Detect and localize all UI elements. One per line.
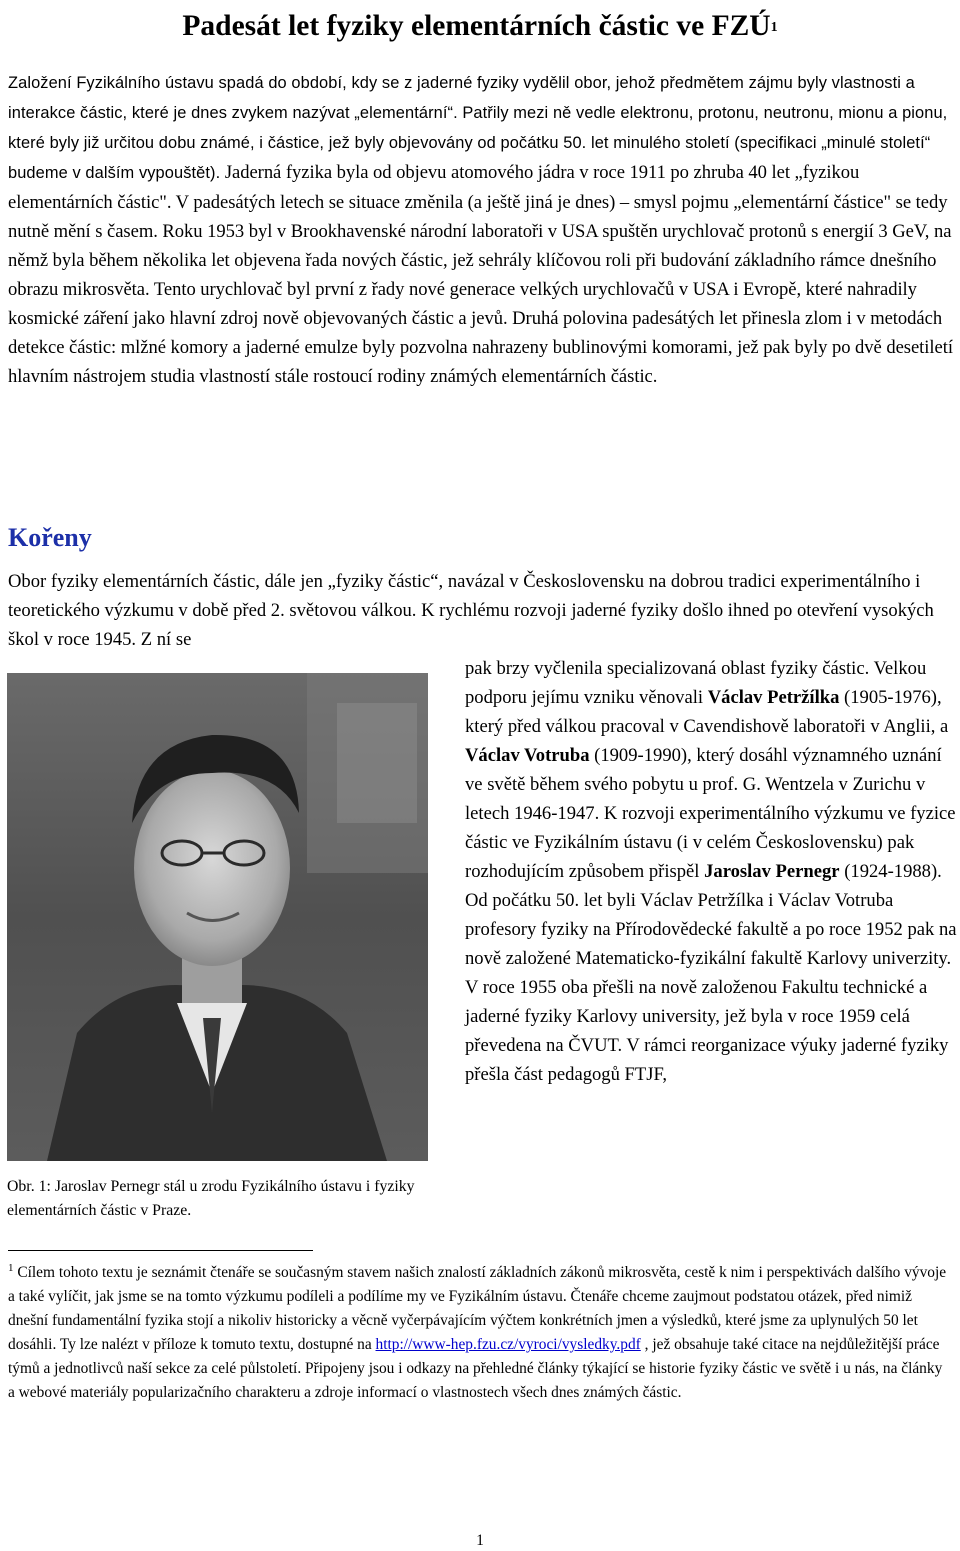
portrait-photo <box>7 673 428 1161</box>
roots-side-b: (1905-1976), který před válkou pracoval v Cavendishově laboratoři v Anglii, a <box>465 687 949 737</box>
figure-caption: Obr. 1: Jaroslav Pernegr stál u zrodu Fyzikálního ústavu i fyziky elementárních částic v Praze. <box>7 1178 415 1219</box>
roots-side-a: pak brzy vyčlenila specializovaná oblast fyziky částic. Velkou podporu jejímu vzniku věnovali <box>465 658 927 708</box>
footnote-mark: 1 <box>8 1262 14 1274</box>
person-name-3: Jaroslav Pernegr <box>704 861 840 882</box>
intro-paragraph <box>8 68 954 391</box>
intro-part-2: Jaderná fyzika byla od objevu atomového jádra v roce 1911 po zhruba 40 let „fyzikou elementárních částic". V padesátých letech se situace změnila (a ještě jiná je dnes) – smysl pojmu „elementární částice" se tedy nutně mění s časem. <box>8 162 948 242</box>
intro-part-3: Roku 1953 byl v Brookhavenské národní laboratoři v USA spuštěn urychlovač protonů s energií 3 GeV, na němž byla během několika let objevena řada nových částic, jež sehrály klíčovou roli při budování základního rámce dnešního obrazu mikrosvěta. Tento urychlovač byl první z řady nové generace velkých urychlovačů v USA i Evropě, které nahradily kosmické záření jako hlavní zdroj nově objevovaných částic a jevů. Druhá polovina padesátých let přinesla zlom i v metodách detekce částic: mlžné komory a jaderné emulze byly pozvolna nahrazeny bublinovými komorami, jež pak byly po dvě desetiletí hlavním nástrojem studia vlastností stále rostoucí rodiny známých elementárních částic. <box>8 221 953 387</box>
roots-side-c: (1909-1990), který dosáhl významného uznání ve světě během svého pobytu u prof. G. Wentzela v Zurichu v letech 1946-1947. K rozvoji experimentálního výzkumu ve fyzice částic ve Fyzikálním ústavu (i v celém Československu) pak rozhodujícím způsobem přispěl <box>465 745 956 882</box>
title-text: Padesát let fyziky elementárních částic ve FZÚ <box>182 10 771 42</box>
roots-side-d: (1924-1988). Od počátku 50. let byli Václav Petržílka i Václav Votruba profesory fyziky na Přírodovědecké fakultě a po roce 1952 pak na nově založené Matematicko-fyzikální fakultě Karlovy univerzity. V roce 1955 oba přešli na nově založenou Fakultu technické a jaderné fyziky Karlovy university, jež byla v roce 1959 celá převedena na ČVUT. V rámci reorganizace výuky jaderné fyziky přešla část pedagogů FTJF, <box>465 861 957 1085</box>
footnote-divider <box>8 1250 313 1251</box>
person-name-2: Václav Votruba <box>465 745 590 766</box>
footnote <box>8 1256 952 1405</box>
page-number: 1 <box>476 1532 484 1549</box>
person-name-1: Václav Petržílka <box>707 687 840 708</box>
footnote-text-b: , jež obsahuje také citace na nejdůležitější práce týmů a jednotlivců naší sekce za celé půlstoletí. Připojeny jsou i odkazy na přehledné články týkající se historie fyziky částic ve světě i u nás, na články a webové materiály popularizačního charakteru a zdroje informací o vlastnostech všech dnes známých částic. <box>8 1336 943 1402</box>
roots-paragraph-side <box>465 654 957 1089</box>
intro-part-1: Založení Fyzikálního ústavu spadá do období, kdy se z jaderné fyziky vydělil obor, jehož předmětem zájmu byly vlastnosti a interakce částic, které je dnes zvykem nazývat „elementární“. Patřily mezi ně vedle elektronu, protonu, neutronu, mionu a pionu, které byly již určitou dobu známé, i částice, jež byly objevovány od počátku 50. let minulého století (specifikaci „minulé století“ budeme v dalším vypouštět). <box>8 74 948 182</box>
portrait-image <box>7 673 428 1161</box>
footnote-link[interactable]: http://www-hep.fzu.cz/vyroci/vysledky.pdf <box>375 1336 641 1354</box>
footnote-text-a: Cílem tohoto textu je seznámit čtenáře se současným stavem našich znalostí základních zákonů mikrosvěta, cestě k nim i perspektivách dalšího vývoje a také vylíčit, jak jsme se na tomto výzkumu podíleli a podílíme my ve Fyzikálním ústavu. Čtenáře chceme zaujmout podstatou otázek, před nimiž dnešní fundamentální fyzika stojí a nikoliv historicky a věcně vyčerpávajícím výčtem konkrétních jmen a výsledků, které jsme za uplynulých 50 let dosáhli. Ty lze nalézt v příloze k tomuto textu, dostupné na <box>8 1264 947 1354</box>
page-title <box>0 8 960 44</box>
roots-paragraph-top: Obor fyziky elementárních částic, dále jen „fyziky částic“, navázal v Československu na dobrou tradici experimentálního i teoretického výzkumu v době před 2. světovou válkou. K rychlému rozvoji jaderné fyziky došlo ihned po otevření vysokých škol v roce 1945. Z ní se <box>8 571 934 650</box>
title-footnote-mark[interactable]: 1 <box>770 20 778 35</box>
section-heading-roots: Kořeny <box>8 523 92 552</box>
